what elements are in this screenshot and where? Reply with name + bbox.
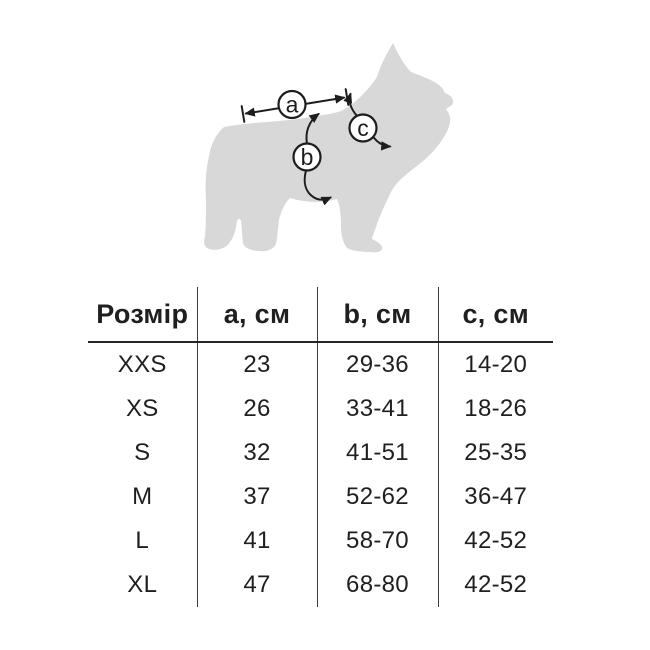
value-b: 33-41 <box>317 387 438 431</box>
size-label: XL <box>127 571 158 598</box>
size-label: L <box>135 527 150 554</box>
column-header-size: Розмір <box>88 287 197 342</box>
value-a: 26 <box>197 387 317 431</box>
marker-b-label: b <box>300 144 314 170</box>
value-c: 14-20 <box>438 342 553 387</box>
table-row-xs <box>88 387 553 431</box>
value-b: 29-36 <box>317 342 438 387</box>
column-header-a: a, см <box>197 287 317 342</box>
dimension-tick-right <box>346 89 349 105</box>
value-c: 18-26 <box>438 387 553 431</box>
marker-c-label: c <box>357 115 369 141</box>
table-row-xl <box>88 563 553 607</box>
value-c: 25-35 <box>438 431 553 475</box>
value-b: 41-51 <box>317 431 438 475</box>
table-row-s <box>88 431 553 475</box>
value-a: 32 <box>197 431 317 475</box>
dimension-tick-left <box>242 106 245 122</box>
size-table <box>88 287 553 607</box>
dog-diagram-svg <box>200 30 460 260</box>
value-c: 42-52 <box>438 519 553 563</box>
column-header-c: c, см <box>438 287 553 342</box>
value-b: 52-62 <box>317 475 438 519</box>
size-label: S <box>134 439 151 466</box>
size-label: XS <box>125 395 159 422</box>
size-label: M <box>132 483 153 510</box>
marker-a-label: a <box>285 91 299 118</box>
table-row-l <box>88 519 553 563</box>
table-row-m <box>88 475 553 519</box>
value-b: 68-80 <box>317 563 438 607</box>
dog-silhouette <box>204 43 453 252</box>
value-c: 36-47 <box>438 475 553 519</box>
size-table-header-row <box>88 287 553 342</box>
value-c: 42-52 <box>438 563 553 607</box>
dog-measurement-diagram <box>200 30 460 260</box>
table-row-xxs <box>88 342 553 387</box>
value-a: 23 <box>197 342 317 387</box>
value-b: 58-70 <box>317 519 438 563</box>
value-a: 47 <box>197 563 317 607</box>
size-label: XXS <box>117 351 167 378</box>
value-a: 37 <box>197 475 317 519</box>
column-header-b: b, см <box>317 287 438 342</box>
value-a: 41 <box>197 519 317 563</box>
